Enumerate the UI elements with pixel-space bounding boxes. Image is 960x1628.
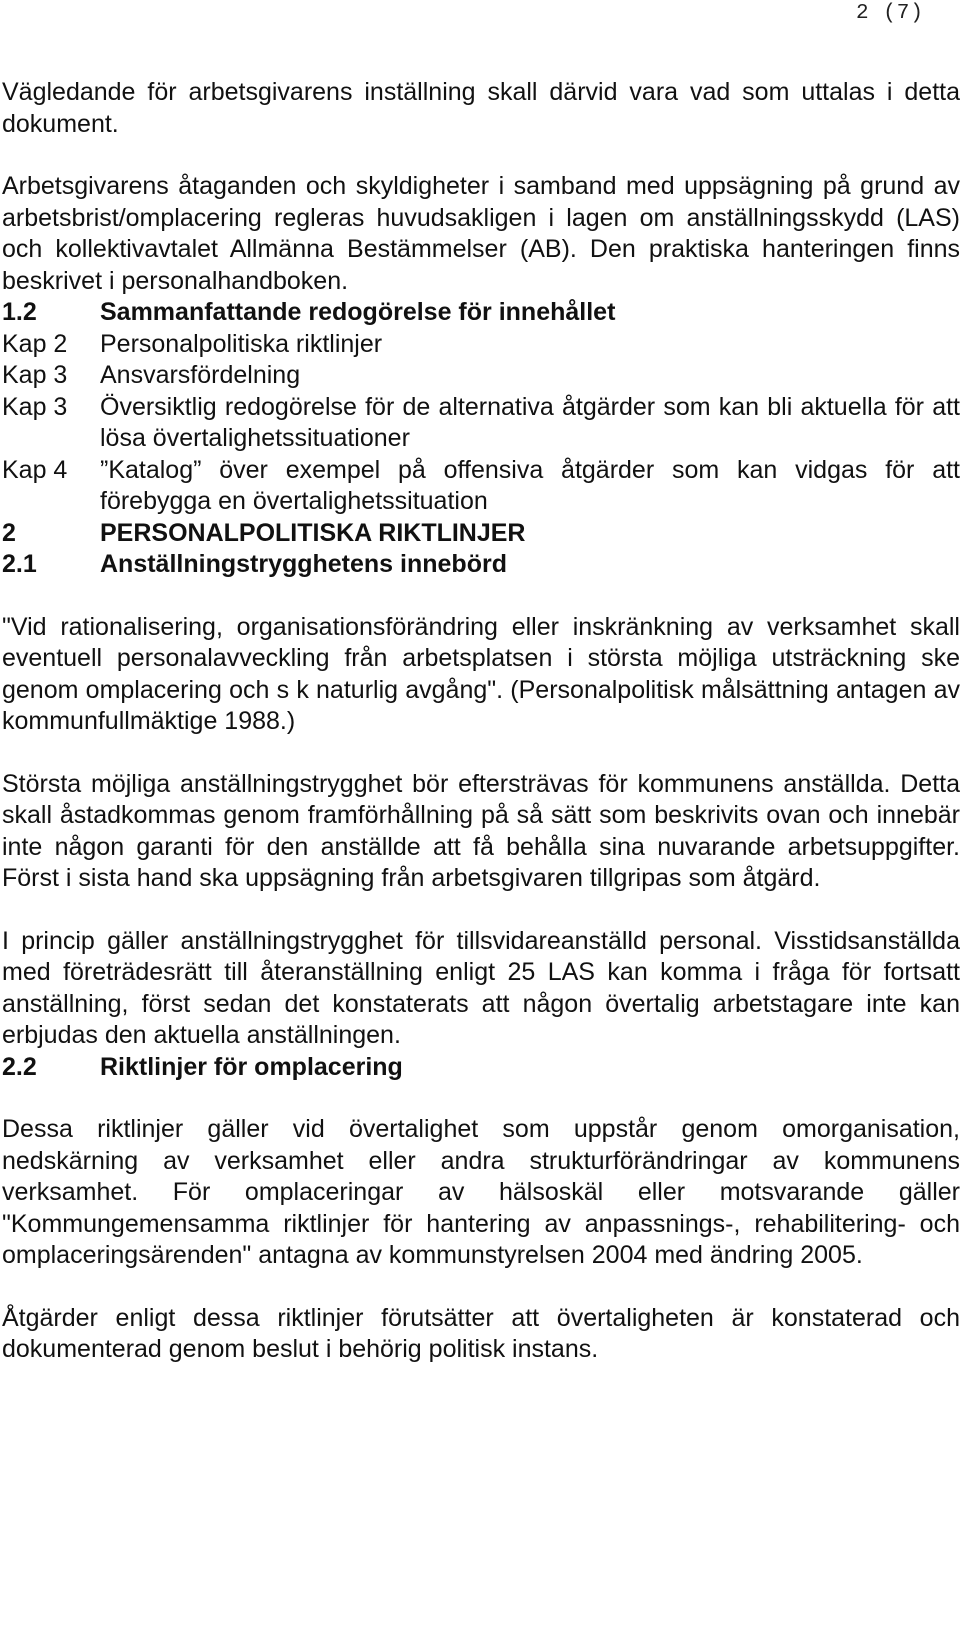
toc-row xyxy=(2,392,960,455)
page-number: 2 (7) xyxy=(855,2,924,25)
section-number: 2.1 xyxy=(2,550,37,578)
toc-text: ”Katalog” över exempel på offensiva åtgärder som kan vidgas för att förebygga en övertalighetssituation xyxy=(100,455,960,515)
section-2-heading xyxy=(2,518,960,550)
section-title: Sammanfattande redogörelse för innehållet xyxy=(100,298,616,326)
section-2-1-paragraph-3: I princip gäller anställningstrygghet för tillsvidareanställd personal. Visstidsanställda med företrädesrätt till återanställning enligt 25 LAS kan komma i fråga för fortsatt anställning, först sedan det konstaterats att någon övertalig arbetstagare inte kan erbjudas den aktuella anställningen. xyxy=(2,926,960,1049)
section-title: PERSONALPOLITISKA RIKTLINJER xyxy=(100,518,526,547)
section-2-1-heading xyxy=(2,549,960,581)
section-title: Riktlinjer för omplacering xyxy=(100,1052,403,1081)
toc-row xyxy=(2,455,960,518)
section-2-1-paragraph-2: Största möjliga anställningstrygghet bör eftersträvas för kommunens anställda. Detta skall åstadkommas genom framförhållning på så sätt som beskrivits ovan och innebär inte någon garanti för den anställde att få behålla sina nuvarande arbetsuppgifter. Först i sista hand ska uppsägning från arbetsgivaren tillgripas som åtgärd. xyxy=(2,769,960,892)
section-number: 2 xyxy=(2,518,16,547)
toc-row xyxy=(2,360,960,392)
intro-paragraph-2: Arbetsgivarens åtaganden och skyldigheter i samband med uppsägning på grund av arbetsbrist/omplacering regleras huvudsakligen i lagen om anställningsskydd (LAS) och kollektivavtalet Allmänna Bestämmelser (AB). Den praktiska hanteringen finns beskrivet i personalhandboken. xyxy=(2,172,960,295)
section-number: 2.2 xyxy=(2,1052,37,1081)
section-1-2-heading xyxy=(2,297,960,329)
section-2-2-heading xyxy=(2,1052,960,1084)
section-2-2-paragraph-1: Dessa riktlinjer gäller vid övertalighet som uppstår genom omorganisation, nedskärning av verksamhet eller andra strukturförändringar av kommunens verksamhet. För omplaceringar av hälsoskäl eller motsvarande gäller "Kommungemensamma riktlinjer för hantering av anpassnings-, rehabilitering- och omplaceringsärenden" antagna av kommunstyrelsen 2004 med ändring 2005. xyxy=(2,1115,960,1269)
toc-row xyxy=(2,329,960,361)
section-title: Anställningstrygghetens innebörd xyxy=(100,550,507,578)
toc-text: Personalpolitiska riktlinjer xyxy=(100,329,383,358)
toc-text: Ansvarsfördelning xyxy=(100,361,301,389)
section-2-2-paragraph-2: Åtgärder enligt dessa riktlinjer förutsätter att övertaligheten är konstaterad och dokumenterad genom beslut i behörig politisk instans. xyxy=(2,1303,960,1363)
intro-paragraph-1: Vägledande för arbetsgivarens inställning skall därvid vara vad som uttalas i detta dokument. xyxy=(2,78,960,138)
section-number: 1.2 xyxy=(2,298,37,326)
toc-text: Översiktlig redogörelse för de alternativa åtgärder som kan bli aktuella för att lösa övertalighetssituationer xyxy=(100,392,960,452)
toc-chapter: Kap 4 xyxy=(2,455,68,484)
section-2-1-paragraph-1: "Vid rationalisering, organisationsförändring eller inskränkning av verksamhet skall eventuell personalavveckling från arbetsplatsen i största möjliga utsträckning ske genom omplacering och s k naturlig avgång". (Personalpolitisk målsättning antagen av kommunfullmäktige 1988.) xyxy=(2,612,960,735)
document-body xyxy=(2,77,960,1366)
toc-chapter: Kap 3 xyxy=(2,392,68,421)
toc-chapter: Kap 3 xyxy=(2,361,68,389)
toc-chapter: Kap 2 xyxy=(2,329,68,358)
